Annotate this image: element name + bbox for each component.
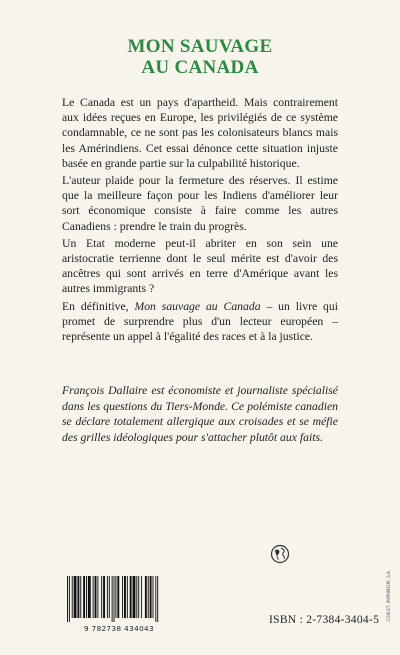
blurb-paragraph-4 [62,299,338,345]
barcode-bar [130,576,132,618]
globe-logo-icon [270,544,290,564]
barcode-bar [127,576,128,618]
barcode-bar [155,576,156,622]
blurb-paragraph-2: L'auteur plaide pour la fermeture des réserves. Il estime que la meilleure façon pour les Indiens d'améliorer leur sort économique consiste à faire comme les autres Canadiens : prendre le train du progrès. [62,174,338,233]
barcode-bar [80,576,81,618]
barcode-bar [83,576,85,618]
barcode-bar [112,576,113,622]
barcode-bar [72,576,73,618]
blurb-p4-end: – un livre qui promet de surprendre plus d'un lecteur européen – représente un appel à l'égalité des races et à la justice. [62,299,338,344]
barcode-bar [138,576,139,618]
barcode-bar [136,576,137,618]
blurb-paragraph-3: Un Etat moderne peut-il abriter en son sein une aristocratie terrienne dont le seul mérite est d'avoir des ancêtres qui sont arrivés en terre d'Amérique avant les autres immigrants ? [62,236,338,296]
blurb-p4-book-title: Mon sauvage au Canada [134,299,261,313]
barcode-bar [101,576,102,618]
title-line-2: AU CANADA [141,57,259,78]
barcode-bar [148,576,149,618]
barcode-bar [115,576,116,618]
barcode-bar [74,576,77,618]
title-line-1: MON SAUVAGE [127,36,273,57]
barcode-bar [141,576,142,618]
barcode-bar [122,576,123,618]
barcode-bar [150,576,152,618]
barcode-bar [117,576,119,618]
barcode-bar [107,576,108,618]
barcode-bar [109,576,110,618]
barcode-bar [77,576,79,618]
barcode-bar [97,576,98,618]
barcode-bar [133,576,136,618]
blurb-paragraph-1: Le Canada est un pays d'apartheid. Mais contrairement aux idées reçues en Europe, les privilégiés de ce système condamnable, ce ne sont pas les colonisateurs blancs mais les Amérindiens. Cet essai dénonce cette situation injuste basée en grande partie sur la culpabilité historique. [62,96,338,170]
back-cover-blurb [62,95,338,344]
barcode-bar [103,576,105,618]
barcode-bar [124,576,126,618]
barcode-bar [114,576,115,622]
barcode-bar [88,576,91,618]
barcode-bar [69,576,70,622]
barcode-number: 9 782738 434043 [83,624,155,633]
barcode-bar [86,576,87,618]
barcode-bar [153,576,154,618]
barcode-bar [157,576,158,622]
blurb-p4-start: En définitive, [62,299,135,313]
barcode-bar [93,576,94,618]
author-bio: François Dallaire est économiste et journaliste spécialisé dans les questions du Tiers-Monde. Ce polémiste canadien se déclare totalement allergique aux croisades et se méfie des grilles idéologiques pour s'attacher plutôt aux faits. [62,384,338,444]
book-title [0,36,400,78]
barcode-bar [67,576,68,622]
isbn-label: ISBN : 2-7384-3404-5 [269,614,380,626]
barcode-bar [145,576,147,618]
printer-credit: CORLET, IMPRIMEUR, S.A. [386,570,391,622]
barcode-bar [95,576,97,618]
